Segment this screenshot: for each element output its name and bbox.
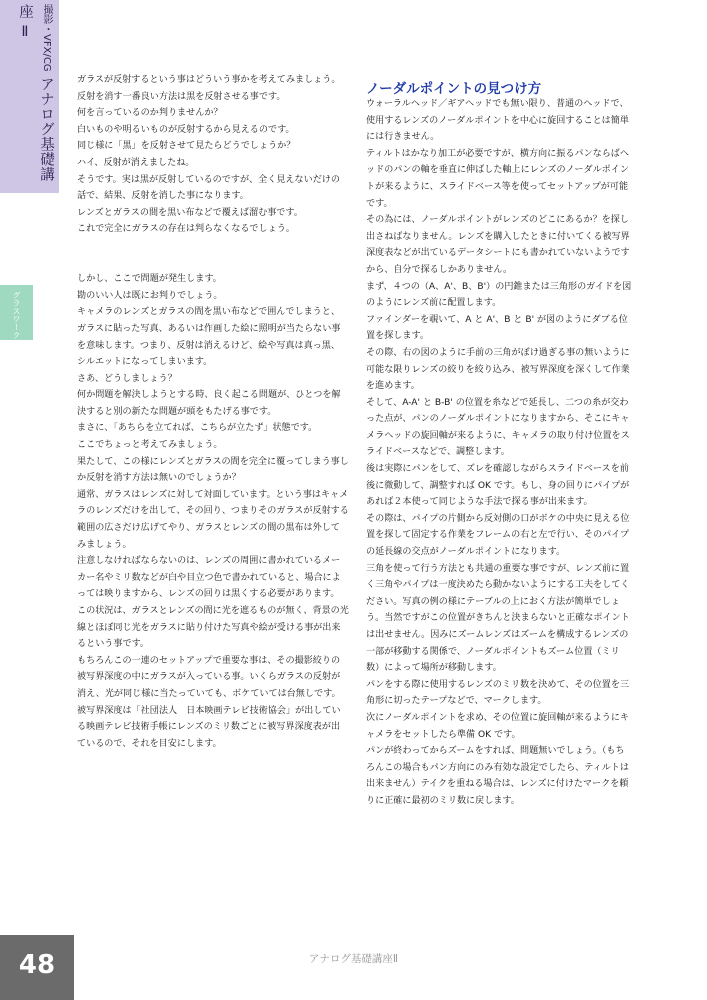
series-subtitle: 撮影・VFX/CG [41,4,52,72]
paragraph: ウォーラルヘッド／ギアヘッドでも無い限り、普通のヘッドで、使用するレンズのノーダルポイントを中心に旋回することは簡単には行きません。 [366,99,629,143]
series-title-block [0,0,59,193]
paragraph: その為には、ノーダルポイントがレンズのどこにあるか？を探し出さねばなりません。レンズを購入したときに付いてくる被写界深度表などが出ているデータシートにも書かれていないようですから、自分で探るしかありません。 [366,215,630,275]
section-tab-label: グラスワーク [12,291,21,339]
paragraph: パンが終わってからズームをすれば、問題無いでしょう。（もちろんこの場合もパン方向にのみ有効な設定でしたら、ティルトは出来ません）テイクを重ねる場合は、レンズに付けたマークを頼りに正確に最初のミリ数に戻します。 [366,746,629,806]
paragraph: そして、A-A' と B-B' の位置を糸などで延長し、二つの糸が交わった点が、パンのノーダルポイントになりますから、そこにキャメラヘッドの旋回軸が来るように、キャメラの取り付け位置をスライドベースなどで、調整します。 [366,397,630,458]
paragraph: ハイ、反射が消えましたね。 [77,157,195,168]
paragraph-spacer [77,238,349,255]
paragraph: 注意しなければならないのは、レンズの周囲に書かれているメーカー名やミリ数などが白や目立つ色で書かれていると、場合によっては映りますから、レンズの回りは黒くする必要があります。 [77,556,341,600]
paragraph: その際、右の図のように手前の三角がぼけ過ぎる事の無いように可能な限りレンズの絞りを絞り込み、被写界深度を深くして作業を進めます。 [366,347,630,392]
paragraph: これで完全にガラスの存在は判らなくなるでしょう。 [77,224,295,235]
paragraph: ファインダーを覗いて、A と A'、B と B' が図のようにダブる位置を探します。 [366,314,628,342]
paragraph: この状況は、ガラスとレンズの間に光を遮るものが無く、背景の光線とほぼ同じ光をガラスに貼り付けた写真や絵が受ける事が出来るという事です。 [77,606,349,650]
right-column [366,96,633,810]
paragraph: 通常、ガラスはレンズに対して対面しています。という事はキャメラのレンズだけを出して、その回り、つまりそのガラスが反射する範囲の広さだけ広げてやり、ガラスとレンズの間の黒布は外してみましょう。 [77,489,349,550]
paragraph: 三角を使って行う方法とも共通の重要な事ですが、レンズ前に置く三角やパイプは一度決めたら動かないようにする工夫をしてください。写真の例の様にテーブルの上におく方法が簡単でしょう。当然ですがこの位置がきちんと決まらないと正確なポイントは出せません。因みにズームレンズはズームを構成するレンズの一部が移動する関係で、ノーダルポイントもズーム位置（ミリ数）によって場所が移動します。 [366,563,630,674]
paragraph: そうです。実は黒が反射しているのですが、全く見えないだけの話で、結果、反射を消した事になります。 [77,174,340,202]
paragraph: まず、４つの（A、A'、B、B'）の円錐または三角形のガイドを図のようにレンズ前に配置します。 [366,281,632,309]
paragraph: 何を言っているのか判りませんか？ [77,108,223,119]
paragraph: 白いものや明るいものが反射するから見えるのです。 [77,124,295,135]
section-tab [0,285,33,340]
page-number-block [0,935,74,1000]
paragraph: 反射を消す一番良い方法は黒を反射させる事です。 [77,91,286,102]
paragraph: 何か問題を解決しようとする時、良く起こる問題が、ひとつを解決すると別の新たな問題が頭をもたげる事です。 [77,390,341,417]
paragraph: パンをする際に使用するレンズのミリ数を決めて、その位置を三角形に切ったテープなどで、マークします。 [366,679,630,707]
paragraph: ここでちょっと考えてみましょう。 [77,440,223,451]
section-heading: ノーダルポイントの見つけ方 [366,81,542,97]
paragraph: 後は実際にパンをして、ズレを確認しながらスライドベースを前後に微動して、調整すれば OK です。もし、身の回りにパイプがあれば２本使って同じような手法で探る事が出来ます。 [366,464,630,508]
page-number: 48 [18,950,56,980]
series-main-title: アナログ基礎講座 Ⅱ [17,4,54,182]
paragraph: まさに、「あちらを立てれば、こちらが立たず」状態です。 [77,423,318,434]
paragraph: レンズとガラスの間を黒い布などで覆えば溜む事です。 [77,207,303,218]
paragraph: もちろんこの一連のセットアップで重要な事は、その撮影絞りの被写界深度の中にガラスが入っている事。いくらガラスの反射が消え、光が同じ様に当たっていても、ボケていては台無しです。 [77,655,341,699]
paragraph: 次にノーダルポイントを求め、その位置に旋回軸が来るようにキャメラをセットしたら準備 OK です。 [366,712,630,740]
paragraph: しかし、ここで問題が発生します。 [77,274,222,285]
series-title [2,4,57,189]
paragraph: キャメラのレンズとガラスの間を黒い布などで囲んでしまうと、ガラスに貼った写真、あるいは作画した絵に照明が当たらない事を意味します。つまり、反射は消えるけど、絵や写真は真っ黒、シルエットになってしまいます。 [77,307,341,368]
paragraph-spacer [77,255,349,272]
page-footer: アナログ基礎講座Ⅱ [308,953,399,965]
paragraph: 果たして、この様にレンズとガラスの間を完全に覆ってしまう事しか反射を消す方法は無いのでしょうか？ [77,456,349,484]
paragraph: その際は、パイプの片側から反対側の口がボケの中央に見える位置を探して固定する作業をフレームの右と左で行い、そのパイプの延長線の交点がノーダルポイントになります。 [366,513,630,558]
paragraph: 被写界深度は「社団法人 日本映画テレビ技術協会」が出している映画テレビ技術手帳にレンズのミリ数ごとに被写界深度表が出ているので、それを目安にします。 [77,705,341,749]
paragraph: さあ、どうしましょう？ [77,373,177,384]
left-column [77,72,349,752]
paragraph: 勘のいい人は既にお判りでしょう。 [77,290,223,301]
paragraph: ガラスが反射するという事はどういう事かを考えてみましょう。 [77,75,341,85]
paragraph: ティルトはかなり加工が必要ですが、横方向に振るパンならばヘッドのパンの軸を垂直に伸ばした軸上にレンズのノーダルポイントが来るように、スライドベース等を使ってセットアップが可能です。 [366,148,629,209]
paragraph: 同じ様に「黒」を反射させて見たらどうでしょうか？ [77,141,296,152]
